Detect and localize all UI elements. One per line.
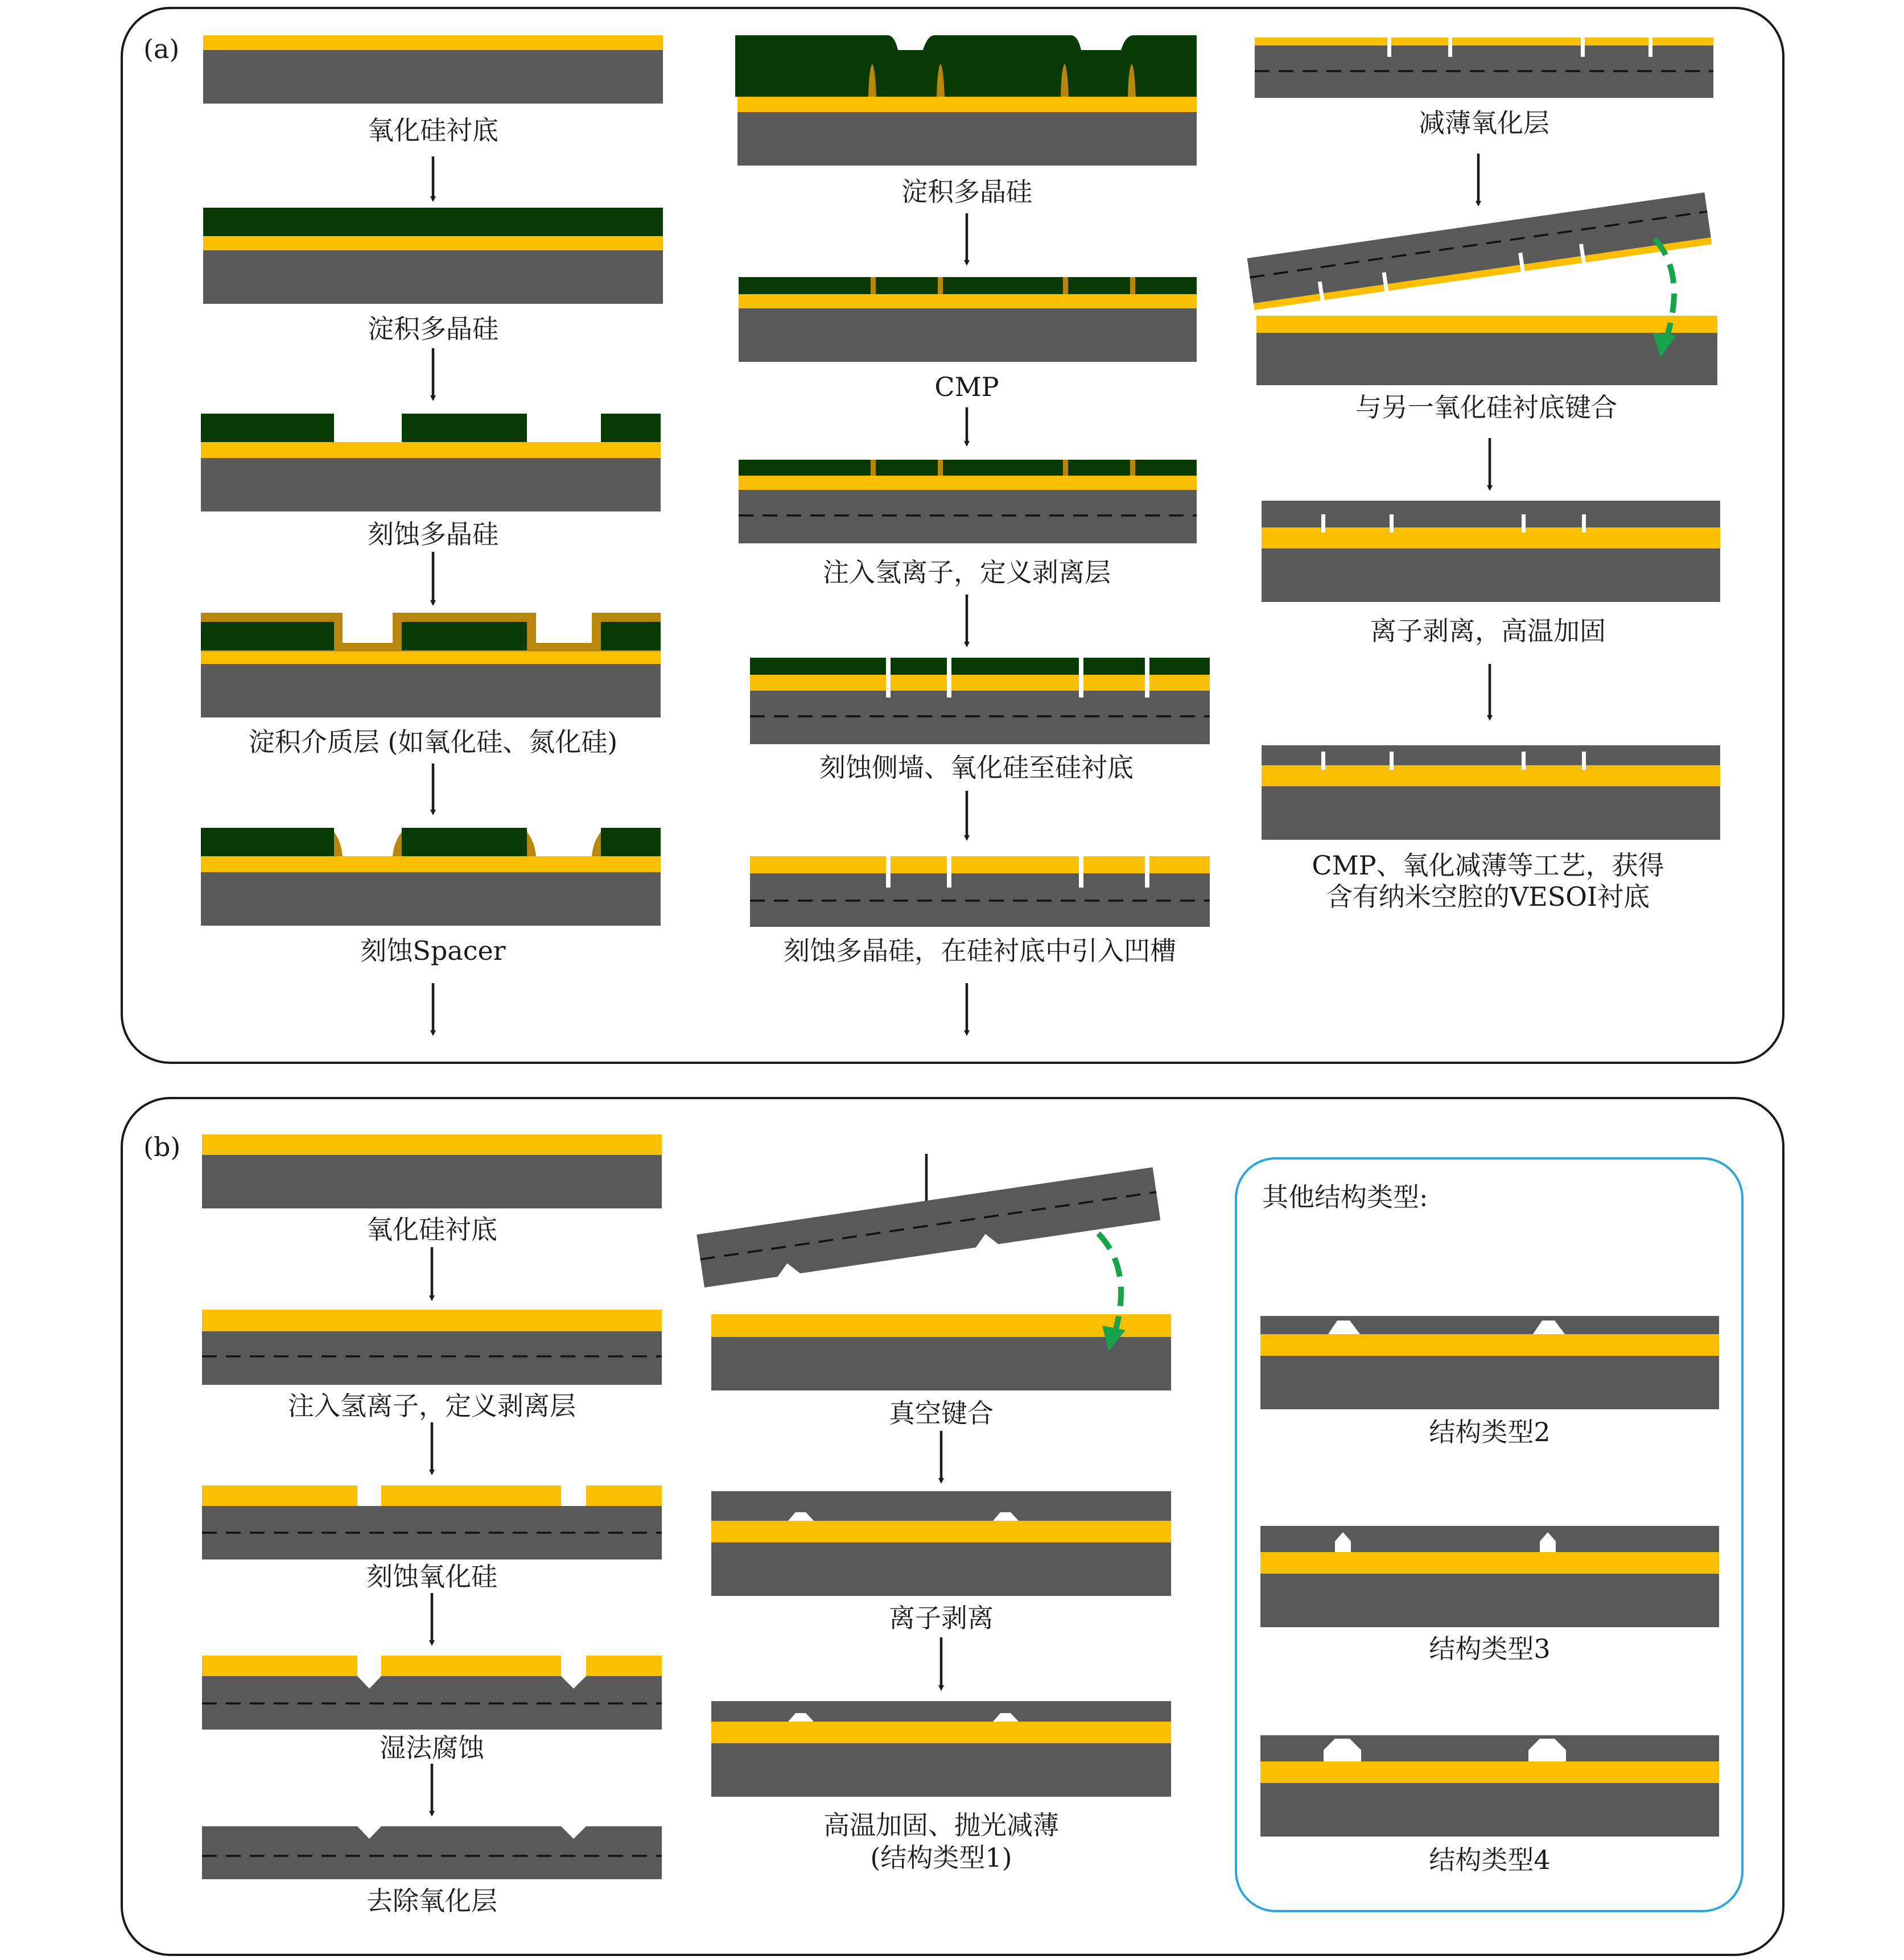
- step-label: 刻蚀氧化硅: [366, 1561, 497, 1592]
- panel-b-step-vacuum-bond: [697, 1167, 1171, 1390]
- step-label: 去除氧化层: [366, 1885, 497, 1916]
- panel-b-step-h-implant: [202, 1310, 662, 1385]
- structure-type-label: 结构类型2: [1429, 1417, 1551, 1447]
- inset-title: 其他结构类型:: [1262, 1182, 1428, 1212]
- structure-type-2-diagram: [1260, 1316, 1719, 1409]
- structure-type-4-diagram: [1260, 1735, 1719, 1837]
- panel-a-step-bond: [1247, 192, 1717, 385]
- step-label: 刻蚀多晶硅: [368, 519, 498, 550]
- panel-b-step-wet-etch: [202, 1656, 662, 1730]
- panel-a-step-etch-poly: [201, 414, 661, 511]
- structure-type-3-diagram: [1260, 1526, 1719, 1627]
- step-label: 高温加固、抛光减薄: [823, 1810, 1059, 1841]
- step-label: 注入氢离子，定义剥离层: [288, 1390, 576, 1421]
- step-label: 减薄氧化层: [1419, 108, 1549, 138]
- panel-a-step-deposit-poly-2: [735, 35, 1197, 166]
- panel-a-step-deposit-dielectric: [201, 613, 661, 717]
- step-label: 氧化硅衬底: [368, 115, 498, 146]
- step-label: 氧化硅衬底: [366, 1214, 497, 1245]
- panel-a-step-cmp: [739, 277, 1197, 362]
- step-label: 淀积多晶硅: [901, 176, 1032, 207]
- panel-a-step-etch-sidewall: [750, 658, 1210, 744]
- structure-type-label: 结构类型3: [1429, 1633, 1551, 1664]
- step-label: 注入氢离子，定义剥离层: [823, 557, 1111, 588]
- panel-b-step-anneal-polish: [711, 1701, 1171, 1797]
- panel-b-step-etch-oxide: [202, 1486, 662, 1559]
- panel-a-step-thin-oxide: [1255, 38, 1713, 98]
- step-label: 含有纳米空腔的VESOI衬底: [1326, 881, 1650, 912]
- structure-type-label: 结构类型4: [1429, 1845, 1551, 1875]
- panel-a-step-deposit-poly: [203, 208, 663, 304]
- panel-a-step-etch-spacer: [201, 828, 661, 926]
- step-label: 淀积多晶硅: [368, 313, 498, 344]
- panel-b-step-remove-oxide: [202, 1826, 662, 1879]
- panel-a-step-oxide-substrate: [203, 35, 663, 104]
- step-label: 离子剥离，高温加固: [1370, 616, 1606, 646]
- step-label: 离子剥离: [889, 1603, 994, 1633]
- panel-a-step-split: [1262, 501, 1720, 602]
- panel-b-step-oxide-substrate: [202, 1134, 662, 1208]
- panel-a-step-final-vesoi: [1262, 745, 1720, 840]
- panel-a-step-etch-poly-groove: [750, 856, 1210, 927]
- step-label: CMP、氧化减薄等工艺，获得: [1312, 850, 1664, 881]
- step-label: 真空键合: [889, 1398, 994, 1429]
- step-label: 刻蚀Spacer: [360, 935, 506, 966]
- step-label: 与另一氧化硅衬底键合: [1355, 392, 1617, 423]
- panel-b-step-ion-split: [711, 1491, 1171, 1596]
- step-label: 刻蚀侧墙、氧化硅至硅衬底: [819, 752, 1134, 783]
- step-label: 刻蚀多晶硅，在硅衬底中引入凹槽: [784, 935, 1176, 966]
- panel-a-step-h-implant: [739, 460, 1197, 543]
- step-label: (结构类型1): [870, 1842, 1012, 1873]
- panel-b-tag: (b): [143, 1132, 181, 1162]
- step-label: 湿法腐蚀: [380, 1732, 484, 1763]
- panel-a-tag: (a): [143, 34, 180, 64]
- step-label: 淀积介质层 (如氧化硅、氮化硅): [248, 727, 618, 757]
- step-label: CMP: [934, 372, 999, 402]
